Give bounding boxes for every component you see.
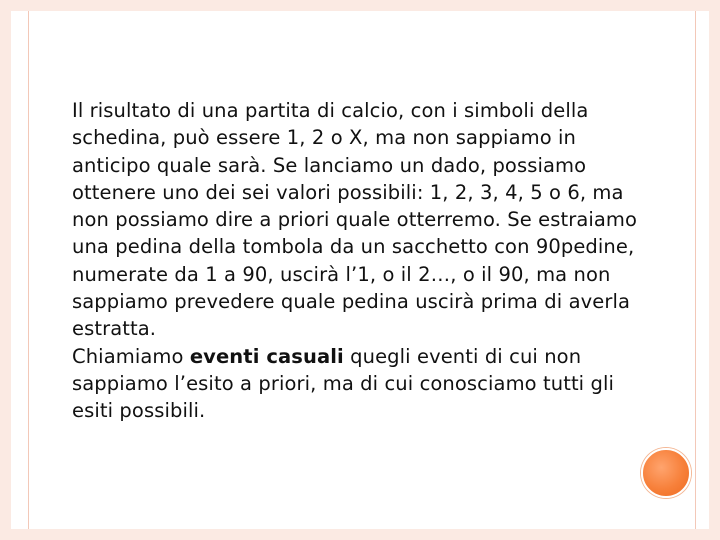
paragraph-2 — [72, 343, 652, 425]
paragraph-2-prefix: Chiamiamo — [72, 344, 190, 368]
key-term: eventi casuali — [189, 344, 344, 368]
paragraph-2-suffix: quegli eventi di cui non sappiamo l’esito a priori, ma di cui conosciamo tutti gli esiti possibili. — [72, 344, 615, 423]
decorative-circle-icon — [641, 448, 691, 498]
slide-body — [72, 97, 652, 425]
left-rule-line — [28, 11, 29, 529]
right-rule-line — [695, 11, 696, 529]
paragraph-1: Il risultato di una partita di calcio, con i simboli della schedina, può essere 1, 2 o X, ma non sappiamo in anticipo quale sarà. Se lanciamo un dado, possiamo ottenere uno dei sei valori possibili: 1, 2, 3, 4, 5 o 6, ma non possiamo dire a priori quale otterremo. Se estraiamo una pedina della tombola da un sacchetto con 90pedine, numerate da 1 a 90, uscirà l’1, o il 2…, o il 90, ma non sappiamo prevedere quale pedina uscirà prima di averla estratta. — [72, 99, 638, 341]
